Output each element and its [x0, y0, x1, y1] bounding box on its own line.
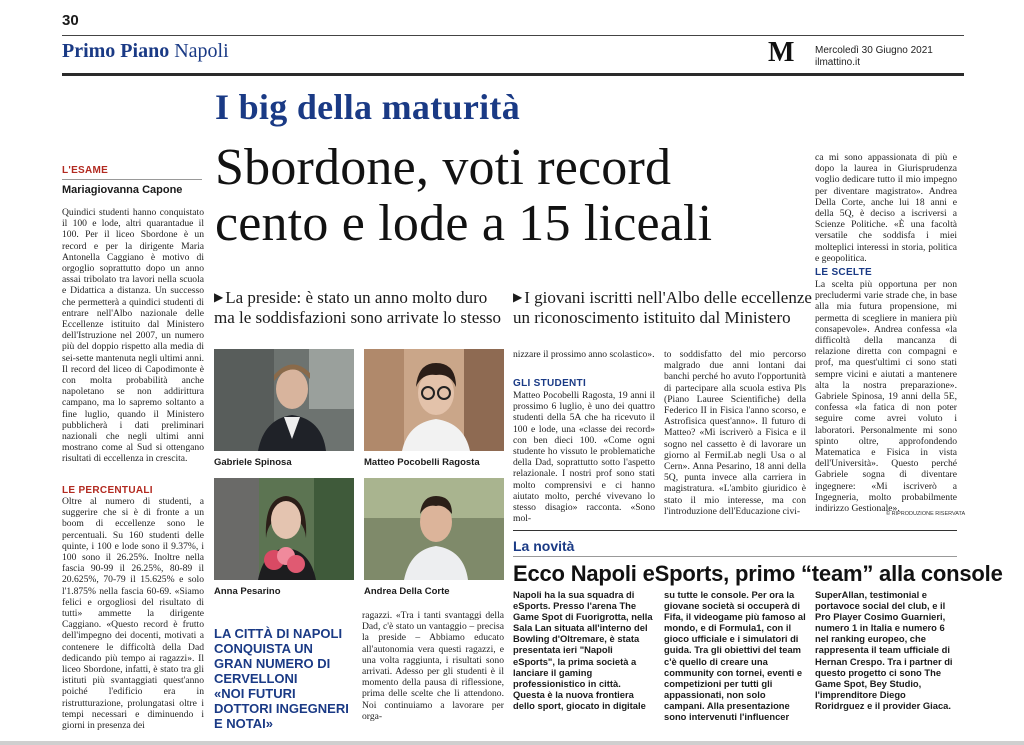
body-column-1a: Quindici studenti hanno conquistato il 100 e lode, altri quarantadue il 100. Per il liceo Sbordone è un record e per la dirigente Maria Antonella Caggiano è motivo di orgoglio soprattutto dopo un anno assai tribolato tra lavori nella scuola e Didattica a distanza. Un successo che permetterà a quindici studenti di entrare nell'Albo nazionale delle Eccellenze istituito dal Ministero dell'Istruzione nel 2007, un numero più del doppio rispetto alla media di sei-sette mantenuta negli ultimi anni. Il record del liceo di Capodimonte è con molta probabilità anche napoletano se non addirittura campano, ma lo sapremo soltanto a fine luglio, quando il Ministero pubblicherà i dati preliminari nazionali che negli ultimi anni mostrano come al Sud si ottengano risultati di eccellenza in crescita. — [62, 207, 205, 465]
portrait-illustration — [214, 349, 354, 451]
body-column-3b: Matteo Pocobelli Ragosta, 19 anni il prossimo 6 luglio, è uno dei quattro studenti della 5A che ha ricevuto il 100 e lode, una «classe dei record» con ben dieci 100. «Come ogni studente ho vissuto le problematiche della Dad, soprattutto sotto l'aspetto relazionale. I nostri prof sono stati molto comprensivi e ci hanno aiutato molto, perché vivevano lo stesso disagio» racconta. «Sono mol- — [513, 390, 655, 525]
subhead-albo — [513, 287, 813, 328]
caption-matteo: Matteo Pocobelli Ragosta — [364, 457, 480, 468]
caption-gabriele: Gabriele Spinosa — [214, 457, 292, 468]
portrait-illustration — [364, 478, 504, 580]
subhead-preside-text: La preside: è stato un anno molto duro ma le soddisfazioni sono arrivate lo stesso — [214, 288, 502, 327]
body-column-5a: ca mi sono appassionata di più e dopo la laurea in Giurisprudenza voglio dedicare tutto il mio impegno per diventare magistrato». Andrea Della Corte, anche lui 18 anni e della 5Q, è deciso a iscriversi a Scienze Politiche. «È una facoltà versatile che soddisfa i miei molteplici interessi in storia, politica e geopolitica. — [815, 152, 957, 264]
dateline — [815, 45, 933, 69]
sidebar-headline: Ecco Napoli eSports, primo “team” alla console — [513, 561, 1003, 586]
section-title-bold: Primo Piano — [62, 40, 170, 62]
subhead-albo-text: I giovani iscritti nell'Albo delle eccellenze un riconoscimento istituito dal Ministero — [513, 288, 812, 327]
caption-andrea: Andrea Della Corte — [364, 586, 450, 597]
caption-anna: Anna Pesarino — [214, 586, 281, 597]
body-column-3a: nizzare il prossimo anno scolastico». — [513, 349, 655, 360]
photo-anna-pesarino — [214, 478, 354, 580]
page-number: 30 — [62, 12, 79, 29]
body-column-5b: La scelta più opportuna per non precludermi varie strade che, in base alla mia futura propensione, mi permetta di scegliere in maniera più consapevole». Andrea confessa «la difficoltà della mancanza di relazione diretta con compagni e prof, ma quest'ultimi ci sono stati sempre vicini e aiutati a mantenere alta la nostra preparazione». Gabriele Spinosa, 19 anni della 5E, confessa «la fatica di non poter seguire come avrei voluto i laboratori. Personalmente mi sono spinto oltre, approfondendo Matematica e Fisica in vista dell'Università». Questo perché Gabriele sogna di diventare ingegnere: «Mi iscriverò a Ingegneria, molto probabilmente indirizzo Gestionale». — [815, 279, 957, 515]
article-headline — [215, 140, 712, 252]
triangle-icon: ▶ — [214, 290, 224, 304]
label-percentuali: LE PERCENTUALI — [62, 485, 153, 496]
label-scelte: LE SCELTE — [815, 267, 872, 278]
pull-quote-line-2: «NOI FUTURI DOTTORI INGEGNERI E NOTAI» — [214, 686, 349, 731]
sidebar-column-1: Napoli ha la sua squadra di eSports. Presso l'arena The Game Spot di Fuorigrotta, nella Sala Lan situata all'interno del Bowling d'Oltremare, è stata presentata ieri "Napoli eSports", la prima società a lanciare il gaming professionistico in città. Questa è la nuova frontiera dello sport, giocato in digitale — [513, 589, 653, 711]
label-esame: L'ESAME — [62, 165, 109, 176]
newspaper-logo: M — [768, 37, 795, 68]
sidebar-label-rule — [513, 556, 957, 557]
photo-gabriele-spinosa — [214, 349, 354, 451]
byline: Mariagiovanna Capone — [62, 184, 183, 196]
photo-andrea-della-corte — [364, 478, 504, 580]
section-title-city: Napoli — [169, 40, 229, 62]
triangle-icon: ▶ — [513, 290, 523, 304]
site-url: ilmattino.it — [815, 57, 861, 68]
top-rule — [62, 35, 964, 36]
portrait-illustration — [214, 478, 354, 580]
sidebar-rule — [513, 530, 957, 531]
photo-matteo-pocobelli — [364, 349, 504, 451]
body-column-2: ragazzi. «Tra i tanti svantaggi della Dad, c'è stato un vantaggio – precisa la preside – Abbiamo educato all'autonomia vera questi ragazzi, e una volta raggiunta, i risultati sono arrivati. Adesso per gli studenti è il momento della pausa di riflessione, prima delle scelte che li attendono. Noi continuiamo a lavorare per orga- — [362, 610, 504, 722]
label-studenti: GLI STUDENTI — [513, 378, 587, 389]
article-kicker: I big della maturità — [215, 87, 521, 127]
section-title — [62, 40, 229, 63]
sidebar-label: La novità — [513, 538, 575, 554]
pull-quote — [214, 626, 354, 731]
headline-line-1: Sbordone, voti record — [215, 139, 672, 196]
issue-date: Mercoledì 30 Giugno 2021 — [815, 45, 933, 56]
page-bottom-edge — [0, 741, 1024, 745]
sidebar-column-3: SuperAllan, testimonial e portavoce social del club, e il Pro Player Cosimo Guarnieri, numero 1 in Italia e numero 6 nel ranking europeo, che rappresenta il team ufficiale di Hernan Crespo. Tra i partner di questo progetto ci sono The Game Spot, Bey Studio, l'imprenditore Diego Roridrguez e il provider Giaca. — [815, 589, 953, 711]
body-column-4: to soddisfatto del mio percorso malgrado due anni lontani dai banchi perché ho avuto l'opportunità di partecipare alla scuola estiva Pls (Piano Lauree Scientifiche) della Federico II in Fisica l'anno scorso, e Astrofisica quest'anno». Il futuro di Matteo? «Mi iscriverò a Fisica e il sogno nel cassetto è di lavorare un giorno al FermiLab negli Usa o al Cern». Anna Pesarino, 18 anni della 5Q, punta invece alla carriera in magistratura. «L'ambito giuridico è stato il mio interesse, ma con l'introduzione dell'Educazione civi- — [664, 349, 806, 517]
label-rule — [62, 179, 202, 180]
headline-line-2: cento e lode a 15 liceali — [215, 195, 713, 252]
subhead-preside — [214, 287, 504, 328]
portrait-illustration — [364, 349, 504, 451]
copyright-note: © RIPRODUZIONE RISERVATA — [886, 511, 966, 517]
header-rule — [62, 73, 964, 76]
sidebar-column-2: su tutte le console. Per ora la giovane società si occuperà di Fifa, il videogame più famoso al mondo, e di Formula1, con il gioco ufficiale e i simulatori di guida. Tra gli obiettivi del team c'è quello di creare una community con tornei, eventi e competizioni per tutti gli appassionati, non solo campani. Alla presentazione sono intervenuti l'influencer — [664, 589, 806, 723]
body-column-1b: Oltre al numero di studenti, a suggerire che si è di fronte a un boom di eccellenze sono le percentuali. Su 160 studenti delle quinte, i 100 e lode sono il 9.37%, i 100 sono il 26.25%. Inoltre nella fascia 90-99 il 26.25%, 80-89 il 20.625%, 70-79 il 15.625% e solo l'1.875% nella fascia 60-69. «Siamo felici e orgogliosi del risultato di tutti» ammette la dirigente Caggiano. «Questo record è frutto dell'impegno dei docenti, motivati a contenere le difficoltà della Dad dedicando più tempo ai ragazzi». Il liceo Sbordone, infatti, è stato tra gli istituti più svantaggiati quest'anno poiché l'edificio era in ristrutturazione, prolungatasi oltre i tempi necessari e diminuendo i giorni in presenza dei — [62, 496, 204, 732]
pull-quote-line-1: LA CITTÀ DI NAPOLI CONQUISTA UN GRAN NUMERO DI CERVELLONI — [214, 626, 343, 686]
